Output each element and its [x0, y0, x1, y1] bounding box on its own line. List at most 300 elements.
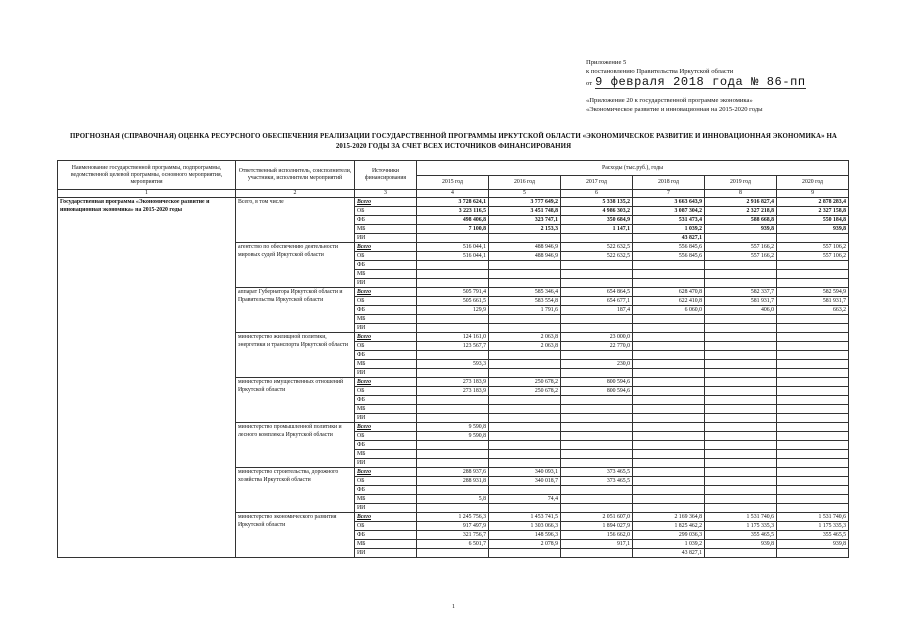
amount-cell: 939,8	[705, 540, 777, 549]
funding-source: ОБ	[355, 522, 417, 531]
amount-cell	[705, 360, 777, 369]
amount-cell	[633, 360, 705, 369]
column-number: 2	[236, 190, 355, 198]
amount-cell: 355 465,5	[705, 531, 777, 540]
amount-cell	[777, 324, 849, 333]
amount-cell	[777, 369, 849, 378]
funding-source: Всего	[355, 333, 417, 342]
amount-cell: 2 153,3	[489, 225, 561, 234]
funding-source: ФБ	[355, 486, 417, 495]
amount-cell	[489, 270, 561, 279]
column-number: 9	[777, 190, 849, 198]
header-year: 2015 год	[417, 176, 489, 190]
amount-cell	[561, 405, 633, 414]
amount-cell: 74,4	[489, 495, 561, 504]
amount-cell: 406,0	[705, 306, 777, 315]
amount-cell: 5 338 135,2	[561, 198, 633, 207]
amount-cell: 2 327 218,8	[705, 207, 777, 216]
amount-cell	[777, 477, 849, 486]
funding-source: ОБ	[355, 207, 417, 216]
amount-cell: 488 946,9	[489, 252, 561, 261]
amount-cell	[777, 396, 849, 405]
amount-cell	[417, 351, 489, 360]
column-number: 8	[705, 190, 777, 198]
amount-cell	[705, 351, 777, 360]
funding-source: ОБ	[355, 252, 417, 261]
amount-cell	[633, 468, 705, 477]
header-year: 2017 год	[561, 176, 633, 190]
funding-source: ФБ	[355, 531, 417, 540]
amount-cell: 800 594,6	[561, 378, 633, 387]
column-number: 6	[561, 190, 633, 198]
amount-cell: 288 937,6	[417, 468, 489, 477]
amount-cell	[633, 369, 705, 378]
column-number: 1	[58, 190, 236, 198]
amount-cell: 43 827,1	[633, 549, 705, 558]
amount-cell: 129,9	[417, 306, 489, 315]
amount-cell: 939,8	[777, 225, 849, 234]
amount-cell: 43 827,1	[633, 234, 705, 243]
funding-source: Всего	[355, 423, 417, 432]
amount-cell	[633, 261, 705, 270]
amount-cell	[489, 360, 561, 369]
funding-source: МБ	[355, 495, 417, 504]
amount-cell	[561, 324, 633, 333]
document-title: ПРОГНОЗНАЯ (СПРАВОЧНАЯ) ОЦЕНКА РЕСУРСНОГО ОБЕСПЕЧЕНИЯ РЕАЛИЗАЦИИ ГОСУДАРСТВЕННОЙ ПРОГРАММЫ ИРКУТСКОЙ ОБЛАСТИ «ЭКОНОМИЧЕСКОЕ РАЗВИТИЕ И ИННОВАЦИОННАЯ ЭКОНОМИКА» НА 2015-2020 ГОДЫ ЗА СЧЕТ ВСЕХ ИСТОЧНИКОВ ФИНАНСИРОВАНИЯ	[69, 133, 838, 150]
amount-cell: 2 169 364,8	[633, 513, 705, 522]
column-number: 7	[633, 190, 705, 198]
amount-cell	[705, 504, 777, 513]
amount-cell	[561, 261, 633, 270]
amount-cell: 1 894 027,9	[561, 522, 633, 531]
amount-cell	[777, 315, 849, 324]
amount-cell: 654 677,1	[561, 297, 633, 306]
funding-source: ФБ	[355, 441, 417, 450]
amount-cell	[633, 351, 705, 360]
funding-source: ФБ	[355, 306, 417, 315]
amount-cell: 1 039,2	[633, 225, 705, 234]
amount-cell	[633, 279, 705, 288]
amount-cell: 663,2	[777, 306, 849, 315]
amount-cell: 3 777 649,2	[489, 198, 561, 207]
amount-cell	[705, 369, 777, 378]
executor-name: агентство по обеспечению деятельности мировых судей Иркутской области	[236, 243, 355, 288]
amount-cell	[489, 414, 561, 423]
amount-cell	[633, 423, 705, 432]
amount-cell	[705, 441, 777, 450]
column-number: 4	[417, 190, 489, 198]
funding-source: Всего	[355, 468, 417, 477]
funding-source: Всего	[355, 378, 417, 387]
amount-cell	[633, 414, 705, 423]
header-year: 2016 год	[489, 176, 561, 190]
amount-cell: 1 039,2	[633, 540, 705, 549]
amount-cell: 350 684,9	[561, 216, 633, 225]
executor-name: аппарат Губернатора Иркутской области и Правительства Иркутской области	[236, 288, 355, 333]
amount-cell	[633, 450, 705, 459]
amount-cell	[705, 333, 777, 342]
amount-cell: 373 465,5	[561, 477, 633, 486]
amount-cell: 6 060,0	[633, 306, 705, 315]
amount-cell	[705, 315, 777, 324]
amount-cell: 1 791,6	[489, 306, 561, 315]
amount-cell	[561, 549, 633, 558]
amount-cell	[705, 486, 777, 495]
amount-cell	[417, 234, 489, 243]
amount-cell	[489, 486, 561, 495]
decree-reference: к постановлению Правительства Иркутской области	[586, 68, 734, 75]
amount-cell	[417, 504, 489, 513]
amount-cell	[561, 486, 633, 495]
funding-source: МБ	[355, 360, 417, 369]
amount-cell: 593,3	[417, 360, 489, 369]
amount-cell: 1 531 740,6	[705, 513, 777, 522]
amount-cell: 3 728 624,1	[417, 198, 489, 207]
amount-cell: 9 590,8	[417, 432, 489, 441]
amount-cell: 628 470,8	[633, 288, 705, 297]
amount-cell	[633, 459, 705, 468]
executor-name: Всего, в том числе	[236, 198, 355, 243]
amount-cell	[561, 279, 633, 288]
amount-cell: 148 596,3	[489, 531, 561, 540]
amount-cell	[777, 234, 849, 243]
amount-cell	[561, 423, 633, 432]
amount-cell: 939,8	[705, 225, 777, 234]
amount-cell	[417, 270, 489, 279]
amount-cell: 1 303 066,3	[489, 522, 561, 531]
amount-cell	[561, 351, 633, 360]
amount-cell: 583 554,8	[489, 297, 561, 306]
amount-cell	[489, 432, 561, 441]
amount-cell: 622 410,8	[633, 297, 705, 306]
amount-cell: 299 036,3	[633, 531, 705, 540]
amount-cell	[633, 342, 705, 351]
amount-cell: 2 878 283,4	[777, 198, 849, 207]
amount-cell: 582 337,7	[705, 288, 777, 297]
amount-cell	[633, 477, 705, 486]
amount-cell	[777, 468, 849, 477]
amount-cell	[417, 459, 489, 468]
header-source: Источники финансирования	[355, 161, 417, 190]
decree-date-line	[586, 76, 806, 89]
amount-cell	[705, 261, 777, 270]
amount-cell	[633, 405, 705, 414]
amount-cell: 123 567,7	[417, 342, 489, 351]
funding-source: Всего	[355, 513, 417, 522]
amount-cell	[777, 387, 849, 396]
amount-cell: 6 501,7	[417, 540, 489, 549]
program-reference: «Экономическое развитие и инновационная на 2015-2020 годы	[586, 106, 763, 113]
amount-cell: 505 791,4	[417, 288, 489, 297]
amount-cell	[777, 378, 849, 387]
amount-cell: 340 018,7	[489, 477, 561, 486]
header-year: 2020 год	[777, 176, 849, 190]
funding-source: ФБ	[355, 351, 417, 360]
amount-cell	[561, 495, 633, 504]
document-header	[586, 58, 806, 114]
amount-cell	[777, 333, 849, 342]
amount-cell: 273 183,9	[417, 378, 489, 387]
amount-cell	[417, 441, 489, 450]
funding-source: ИИ	[355, 324, 417, 333]
amount-cell: 557 106,2	[777, 243, 849, 252]
funding-source: ИИ	[355, 459, 417, 468]
funding-source: ИИ	[355, 279, 417, 288]
amount-cell	[777, 486, 849, 495]
amount-cell	[705, 396, 777, 405]
amount-cell: 3 223 116,5	[417, 207, 489, 216]
amount-cell: 9 590,8	[417, 423, 489, 432]
amount-cell: 23 000,0	[561, 333, 633, 342]
amount-cell: 1 245 756,3	[417, 513, 489, 522]
amount-cell: 550 184,8	[777, 216, 849, 225]
amount-cell: 1 147,1	[561, 225, 633, 234]
amount-cell: 654 864,5	[561, 288, 633, 297]
amount-cell	[489, 369, 561, 378]
amount-cell	[777, 342, 849, 351]
executor-name: министерство строительства, дорожного хозяйства Иркутской области	[236, 468, 355, 513]
funding-source: ФБ	[355, 396, 417, 405]
amount-cell	[777, 549, 849, 558]
funding-source: Всего	[355, 243, 417, 252]
funding-source: МБ	[355, 405, 417, 414]
amount-cell: 373 465,5	[561, 468, 633, 477]
amount-cell	[417, 450, 489, 459]
amount-cell: 2 327 158,8	[777, 207, 849, 216]
amount-cell	[777, 405, 849, 414]
amount-cell	[417, 324, 489, 333]
amount-cell: 557 166,2	[705, 252, 777, 261]
amount-cell	[633, 396, 705, 405]
amount-cell	[561, 396, 633, 405]
amount-cell: 557 166,2	[705, 243, 777, 252]
amount-cell	[561, 234, 633, 243]
amount-cell: 22 770,0	[561, 342, 633, 351]
funding-source: Всего	[355, 288, 417, 297]
funding-source: ФБ	[355, 216, 417, 225]
amount-cell	[705, 279, 777, 288]
amount-cell: 516 044,1	[417, 252, 489, 261]
amount-cell: 3 451 748,8	[489, 207, 561, 216]
amount-cell	[417, 549, 489, 558]
amount-cell	[489, 279, 561, 288]
appendix-label: Приложение 5	[586, 59, 627, 66]
amount-cell	[777, 279, 849, 288]
amount-cell	[489, 549, 561, 558]
amount-cell: 5,8	[417, 495, 489, 504]
funding-source: ФБ	[355, 261, 417, 270]
amount-cell	[489, 450, 561, 459]
funding-source: ОБ	[355, 477, 417, 486]
amount-cell	[633, 504, 705, 513]
amount-cell: 2 051 607,0	[561, 513, 633, 522]
amount-cell: 250 678,2	[489, 387, 561, 396]
amount-cell	[777, 495, 849, 504]
header-name: Наименование государственной программы, подпрограммы, ведомственной целевой программы, основного мероприятия, мероприятия	[58, 161, 236, 190]
amount-cell: 288 931,8	[417, 477, 489, 486]
from-prefix: от	[586, 80, 593, 87]
amount-cell: 321 756,7	[417, 531, 489, 540]
amount-cell	[633, 315, 705, 324]
amount-cell	[705, 234, 777, 243]
appendix-reference: «Приложение 20 к государственной программе экономика»	[586, 97, 753, 104]
amount-cell: 800 594,6	[561, 387, 633, 396]
amount-cell: 156 662,0	[561, 531, 633, 540]
funding-source: ИИ	[355, 549, 417, 558]
amount-cell	[633, 432, 705, 441]
amount-cell: 1 825 462,2	[633, 522, 705, 531]
amount-cell	[489, 423, 561, 432]
amount-cell	[489, 261, 561, 270]
amount-cell	[633, 486, 705, 495]
funding-source: ИИ	[355, 504, 417, 513]
funding-source: МБ	[355, 225, 417, 234]
executor-name: министерство жилищной политики, энергетики и транспорта Иркутской области	[236, 333, 355, 378]
amount-cell	[417, 261, 489, 270]
amount-cell: 588 668,8	[705, 216, 777, 225]
amount-cell	[705, 378, 777, 387]
amount-cell	[777, 414, 849, 423]
funding-source: МБ	[355, 450, 417, 459]
header-expenses: Расходы (тыс.руб.), годы	[417, 161, 849, 176]
amount-cell	[705, 495, 777, 504]
amount-cell	[489, 315, 561, 324]
amount-cell: 355 465,5	[777, 531, 849, 540]
amount-cell	[417, 315, 489, 324]
amount-cell	[705, 459, 777, 468]
amount-cell: 505 661,5	[417, 297, 489, 306]
amount-cell	[633, 495, 705, 504]
amount-cell	[705, 324, 777, 333]
amount-cell	[705, 342, 777, 351]
amount-cell	[777, 504, 849, 513]
column-number: 3	[355, 190, 417, 198]
amount-cell	[561, 369, 633, 378]
amount-cell	[705, 432, 777, 441]
table-row	[58, 198, 849, 207]
amount-cell: 340 093,1	[489, 468, 561, 477]
funding-source: ОБ	[355, 387, 417, 396]
executor-name: министерство экономического развития Иркутской области	[236, 513, 355, 558]
amount-cell: 917,1	[561, 540, 633, 549]
funding-source: ОБ	[355, 342, 417, 351]
amount-cell	[777, 270, 849, 279]
decree-date-number: 9 февраля 2018 года № 86-пп	[595, 75, 806, 89]
amount-cell	[705, 405, 777, 414]
funding-source: Всего	[355, 198, 417, 207]
amount-cell	[777, 351, 849, 360]
amount-cell	[633, 333, 705, 342]
amount-cell	[705, 414, 777, 423]
amount-cell	[417, 396, 489, 405]
amount-cell	[777, 432, 849, 441]
financing-table	[57, 160, 849, 558]
amount-cell	[561, 432, 633, 441]
amount-cell: 939,8	[777, 540, 849, 549]
amount-cell	[777, 441, 849, 450]
amount-cell: 557 106,2	[777, 252, 849, 261]
amount-cell: 531 473,4	[633, 216, 705, 225]
funding-source: ОБ	[355, 432, 417, 441]
amount-cell	[417, 369, 489, 378]
executor-name: министерство промышленной политики и лесного комплекса Иркутской области	[236, 423, 355, 468]
header-year: 2019 год	[705, 176, 777, 190]
amount-cell	[489, 405, 561, 414]
header-year: 2018 год	[633, 176, 705, 190]
funding-source: МБ	[355, 270, 417, 279]
amount-cell: 323 747,1	[489, 216, 561, 225]
amount-cell	[777, 360, 849, 369]
amount-cell: 7 100,8	[417, 225, 489, 234]
amount-cell	[489, 396, 561, 405]
amount-cell	[417, 486, 489, 495]
amount-cell: 4 986 303,2	[561, 207, 633, 216]
amount-cell	[489, 459, 561, 468]
executor-name: министерство имущественных отношений Иркутской области	[236, 378, 355, 423]
amount-cell	[633, 324, 705, 333]
amount-cell: 3 663 643,9	[633, 198, 705, 207]
amount-cell	[489, 351, 561, 360]
amount-cell: 187,4	[561, 306, 633, 315]
amount-cell	[705, 387, 777, 396]
program-name: Государственная программа «Экономическое развитие и инновационная экономика» на 2015-2020 годы	[58, 198, 236, 558]
amount-cell: 1 175 335,3	[777, 522, 849, 531]
amount-cell	[705, 450, 777, 459]
funding-source: ИИ	[355, 234, 417, 243]
amount-cell: 556 845,6	[633, 243, 705, 252]
amount-cell: 498 406,8	[417, 216, 489, 225]
amount-cell: 585 346,4	[489, 288, 561, 297]
amount-cell	[561, 450, 633, 459]
amount-cell	[561, 315, 633, 324]
amount-cell	[705, 270, 777, 279]
amount-cell: 250 678,2	[489, 378, 561, 387]
amount-cell: 124 161,0	[417, 333, 489, 342]
amount-cell: 1 175 335,3	[705, 522, 777, 531]
amount-cell	[705, 468, 777, 477]
amount-cell: 2 916 827,4	[705, 198, 777, 207]
amount-cell	[705, 423, 777, 432]
amount-cell	[633, 378, 705, 387]
amount-cell: 3 087 304,2	[633, 207, 705, 216]
amount-cell: 2 078,9	[489, 540, 561, 549]
amount-cell: 917 497,9	[417, 522, 489, 531]
amount-cell: 516 044,1	[417, 243, 489, 252]
header-executor: Ответственный исполнитель, соисполнители, участники, исполнители мероприятий	[236, 161, 355, 190]
amount-cell	[417, 405, 489, 414]
funding-source: ИИ	[355, 369, 417, 378]
amount-cell	[777, 459, 849, 468]
column-number: 5	[489, 190, 561, 198]
funding-source: МБ	[355, 315, 417, 324]
amount-cell	[561, 459, 633, 468]
amount-cell	[489, 504, 561, 513]
page-number: 1	[452, 604, 455, 610]
amount-cell: 581 931,7	[705, 297, 777, 306]
amount-cell	[561, 414, 633, 423]
amount-cell: 2 063,8	[489, 342, 561, 351]
amount-cell	[705, 477, 777, 486]
amount-cell	[705, 549, 777, 558]
funding-source: МБ	[355, 540, 417, 549]
amount-cell: 1 453 741,5	[489, 513, 561, 522]
amount-cell: 556 845,6	[633, 252, 705, 261]
amount-cell	[561, 441, 633, 450]
amount-cell	[633, 387, 705, 396]
amount-cell: 522 632,5	[561, 243, 633, 252]
amount-cell	[777, 450, 849, 459]
amount-cell	[417, 279, 489, 288]
